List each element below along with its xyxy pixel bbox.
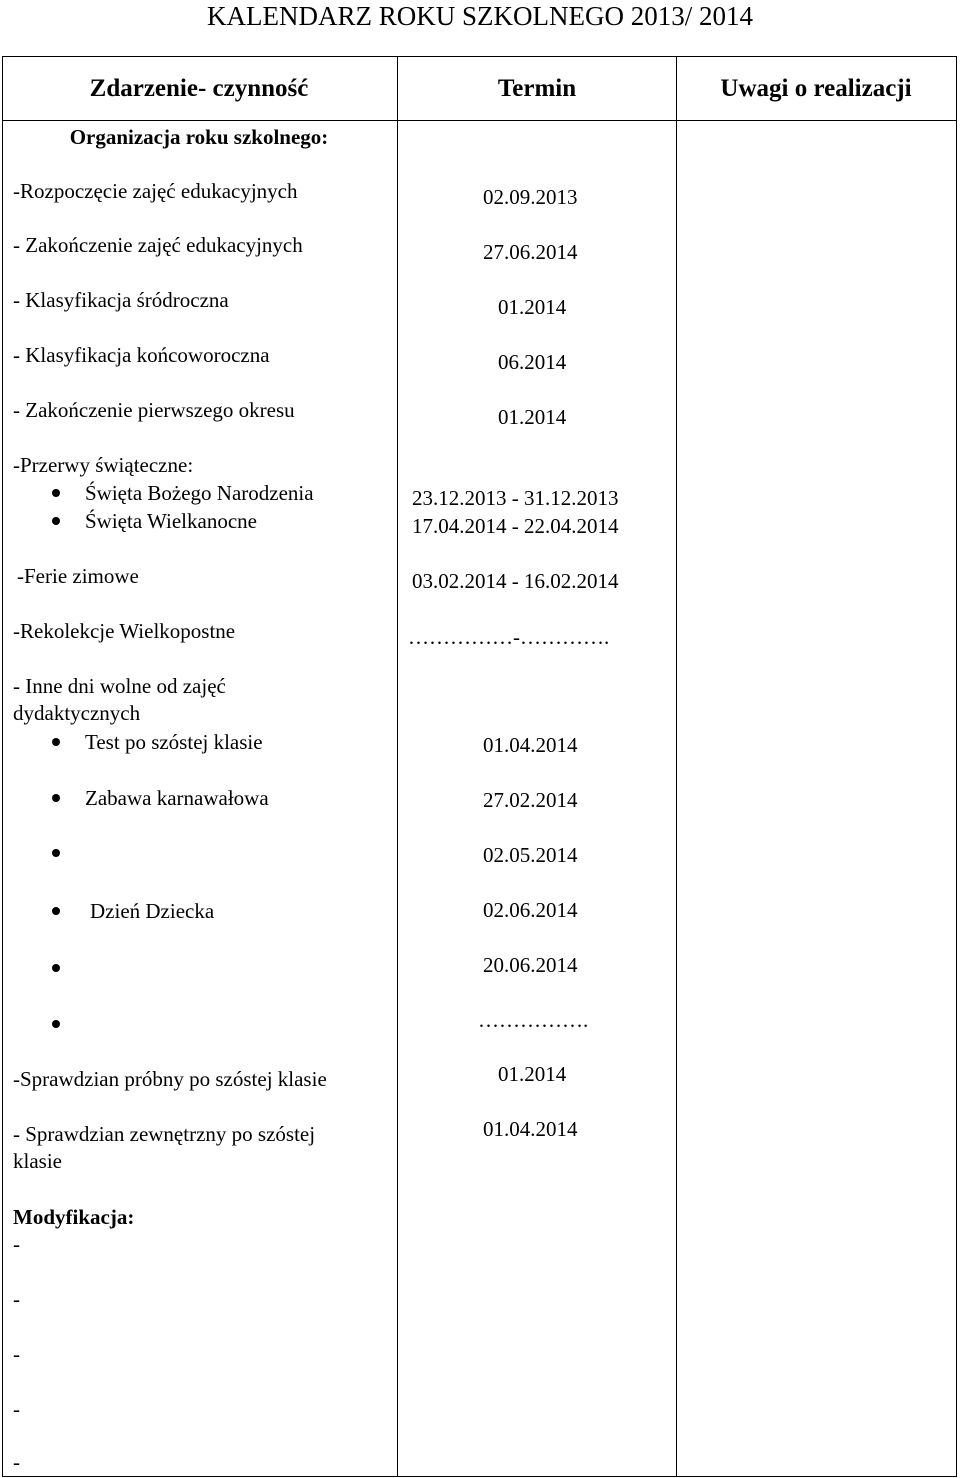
bullet-icon (52, 907, 60, 915)
event-external-exam-line1: - Sprawdzian zewnętrzny po szóstej (13, 1122, 316, 1146)
date-external-exam: 01.04.2014 (483, 1117, 578, 1141)
event-easter: Święta Wielkanocne (85, 509, 257, 533)
date-easter: 17.04.2014 - 22.04.2014 (412, 514, 619, 538)
event-trial-exam: -Sprawdzian próbny po szóstej klasie (13, 1067, 327, 1091)
date-christmas: 23.12.2013 - 31.12.2013 (412, 486, 619, 510)
date-classification-midterm: 01.2014 (498, 295, 567, 319)
date-lent-retreat: ……………-…………. (408, 625, 610, 649)
modification-item: - (13, 1287, 20, 1311)
header-event: Zdarzenie- czynność (89, 75, 309, 102)
table-border-right (956, 56, 957, 1477)
date-end: 27.06.2014 (483, 240, 578, 264)
date-blank-1: 02.05.2014 (483, 843, 578, 867)
event-lent-retreat: -Rekolekcje Wielkopostne (13, 619, 236, 643)
date-blank-3: ……………. (478, 1008, 589, 1032)
bullet-icon (52, 1020, 60, 1028)
modification-item: - (13, 1232, 20, 1256)
date-first-term-end: 01.2014 (498, 405, 567, 429)
bullet-icon (52, 738, 60, 746)
event-sixth-grade-test: Test po szóstej klasie (85, 730, 263, 754)
modification-item: - (13, 1450, 20, 1474)
event-childrens-day: Dzień Dziecka (90, 899, 215, 923)
date-sixth-grade-test: 01.04.2014 (483, 733, 578, 757)
date-blank-2: 20.06.2014 (483, 953, 578, 977)
date-winter-break: 03.02.2014 - 16.02.2014 (412, 569, 619, 593)
bullet-icon (52, 794, 60, 802)
section-organization: Organizacja roku szkolnego: (69, 125, 329, 149)
modification-item: - (13, 1397, 20, 1421)
date-carnival: 27.02.2014 (483, 788, 578, 812)
calendar-table (0, 56, 960, 1478)
bullet-icon (52, 489, 60, 497)
event-classification-midterm: - Klasyfikacja śródroczna (13, 288, 229, 312)
event-start: -Rozpoczęcie zajęć edukacyjnych (13, 179, 298, 203)
date-childrens-day: 02.06.2014 (483, 898, 578, 922)
event-end: - Zakończenie zajęć edukacyjnych (13, 233, 303, 257)
modifications-label: Modyfikacja: (13, 1205, 135, 1229)
event-holiday-breaks: -Przerwy świąteczne: (13, 453, 194, 477)
event-christmas: Święta Bożego Narodzenia (85, 481, 314, 505)
event-classification-final: - Klasyfikacja końcoworoczna (13, 343, 270, 367)
bullet-icon (52, 517, 60, 525)
table-border-bottom (2, 1476, 957, 1477)
event-winter-break: -Ferie zimowe (17, 564, 139, 588)
column-divider-1 (397, 56, 398, 1477)
header-divider (2, 120, 957, 121)
event-external-exam-line2: klasie (13, 1149, 62, 1173)
bullet-icon (52, 964, 60, 972)
event-other-days-off-line1: - Inne dni wolne od zajęć (13, 674, 226, 698)
column-divider-2 (676, 56, 677, 1477)
header-notes: Uwagi o realizacji (720, 75, 912, 102)
date-trial-exam: 01.2014 (498, 1062, 567, 1086)
event-carnival: Zabawa karnawałowa (85, 786, 269, 810)
event-first-term-end: - Zakończenie pierwszego okresu (13, 398, 295, 422)
date-classification-final: 06.2014 (498, 350, 567, 374)
table-border-left (2, 56, 3, 1477)
page-title: KALENDARZ ROKU SZKOLNEGO 2013/ 2014 (207, 1, 753, 31)
event-other-days-off-line2: dydaktycznych (13, 701, 141, 725)
modification-item: - (13, 1342, 20, 1366)
bullet-icon (52, 849, 60, 857)
header-date: Termin (497, 75, 577, 102)
date-start: 02.09.2013 (483, 185, 578, 209)
table-border-top (2, 56, 957, 57)
